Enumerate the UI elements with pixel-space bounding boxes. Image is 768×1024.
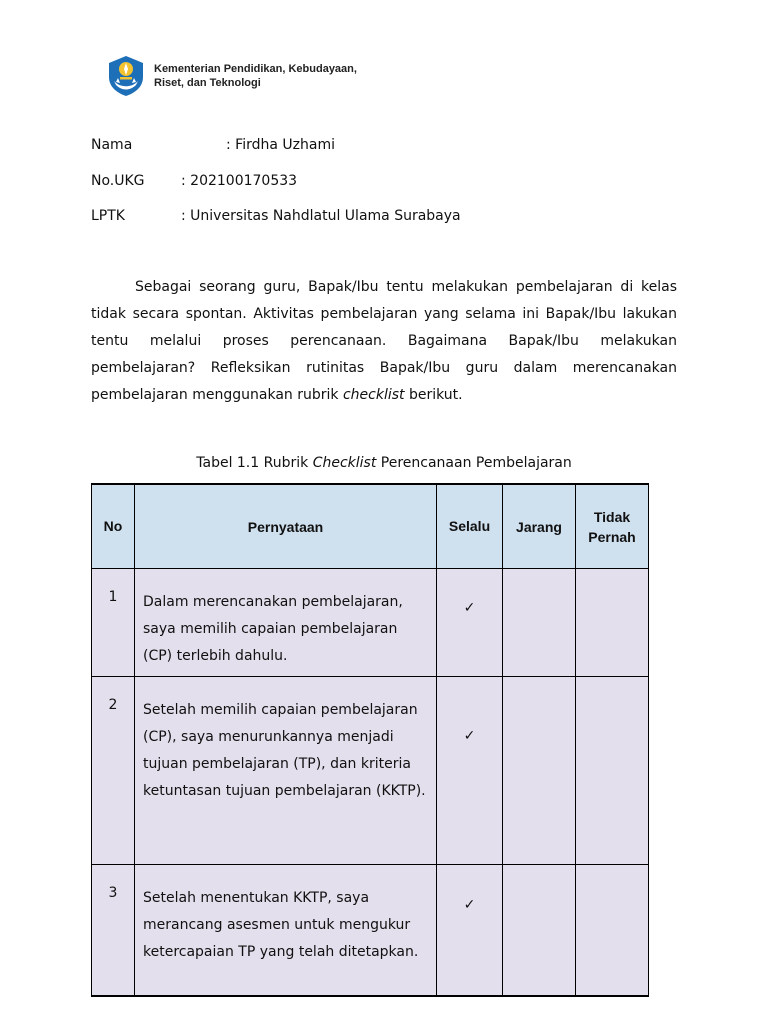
cell-always [437, 865, 503, 996]
identity-value: : 202100170533 [181, 173, 298, 189]
header-never-line2: Pernah [588, 528, 636, 545]
row-statement: Dalam merencanakan pembelajaran, saya memilih capaian pembelajaran (CP) terlebih dahulu. [135, 569, 437, 677]
table-row [92, 569, 649, 677]
ministry-logo-header [106, 55, 357, 97]
header-always: Selalu [437, 484, 503, 569]
header-statement: Pernyataan [135, 484, 437, 569]
identity-label: LPTK [91, 208, 125, 224]
header-never [576, 484, 649, 569]
cell-never [576, 865, 649, 996]
table-row [92, 865, 649, 996]
caption-text: Tabel 1.1 Rubrik [196, 455, 313, 471]
paragraph-italic: checklist [342, 387, 405, 403]
table-row [92, 677, 649, 865]
caption-tail: Perencanaan Pembelajaran [376, 455, 572, 471]
table-header-row [92, 484, 649, 569]
identity-label: Nama [91, 137, 133, 153]
header-never-line1: Tidak [593, 508, 631, 525]
intro-paragraph [91, 274, 677, 409]
header-no: No [92, 484, 135, 569]
header-rarely: Jarang [503, 484, 576, 569]
identity-label: No.UKG [91, 173, 145, 189]
table-caption [0, 455, 768, 471]
identity-value: : Universitas Nahdlatul Ulama Surabaya [181, 208, 461, 224]
check-mark-icon: ✓ [463, 897, 476, 913]
ministry-name [154, 62, 357, 90]
row-statement: Setelah memilih capaian pembelajaran (CP), saya menurunkannya menjadi tujuan pembelajaran (TP), dan kriteria ketuntasan tujuan pembelajaran (KKTP). [135, 677, 437, 865]
cell-never [576, 569, 649, 677]
cell-rarely [503, 569, 576, 677]
ministry-name-line2: Riset, dan Teknologi [154, 77, 261, 89]
cell-rarely [503, 677, 576, 865]
caption-italic: Checklist [312, 455, 377, 471]
row-statement: Setelah menentukan KKTP, saya merancang asesmen untuk mengukur ketercapaian TP yang telah ditetapkan. [135, 865, 437, 996]
row-number: 1 [92, 569, 135, 677]
check-mark-icon: ✓ [463, 600, 476, 616]
paragraph-tail: berikut. [404, 387, 463, 403]
row-number: 3 [92, 865, 135, 996]
identity-value: : Firdha Uzhami [226, 137, 335, 153]
paragraph-text: Sebagai seorang guru, Bapak/Ibu tentu melakukan pembelajaran di kelas tidak secara spontan. Aktivitas pembelajaran yang selama ini Bapak/Ibu lakukan tentu melalui proses perencanaan. Bagaimana Bapak/Ibu melakukan pembelajaran? Refleksikan rutinitas Bapak/Ibu guru dalam merencanakan pembelajaran menggunakan rubrik [91, 279, 677, 403]
cell-rarely [503, 865, 576, 996]
ministry-name-line1: Kementerian Pendidikan, Kebudayaan, [154, 63, 357, 75]
cell-always [437, 677, 503, 865]
checklist-rubric-table [91, 483, 649, 997]
cell-never [576, 677, 649, 865]
cell-always [437, 569, 503, 677]
check-mark-icon: ✓ [463, 728, 476, 744]
tut-wuri-handayani-emblem-icon [106, 55, 146, 97]
row-number: 2 [92, 677, 135, 865]
